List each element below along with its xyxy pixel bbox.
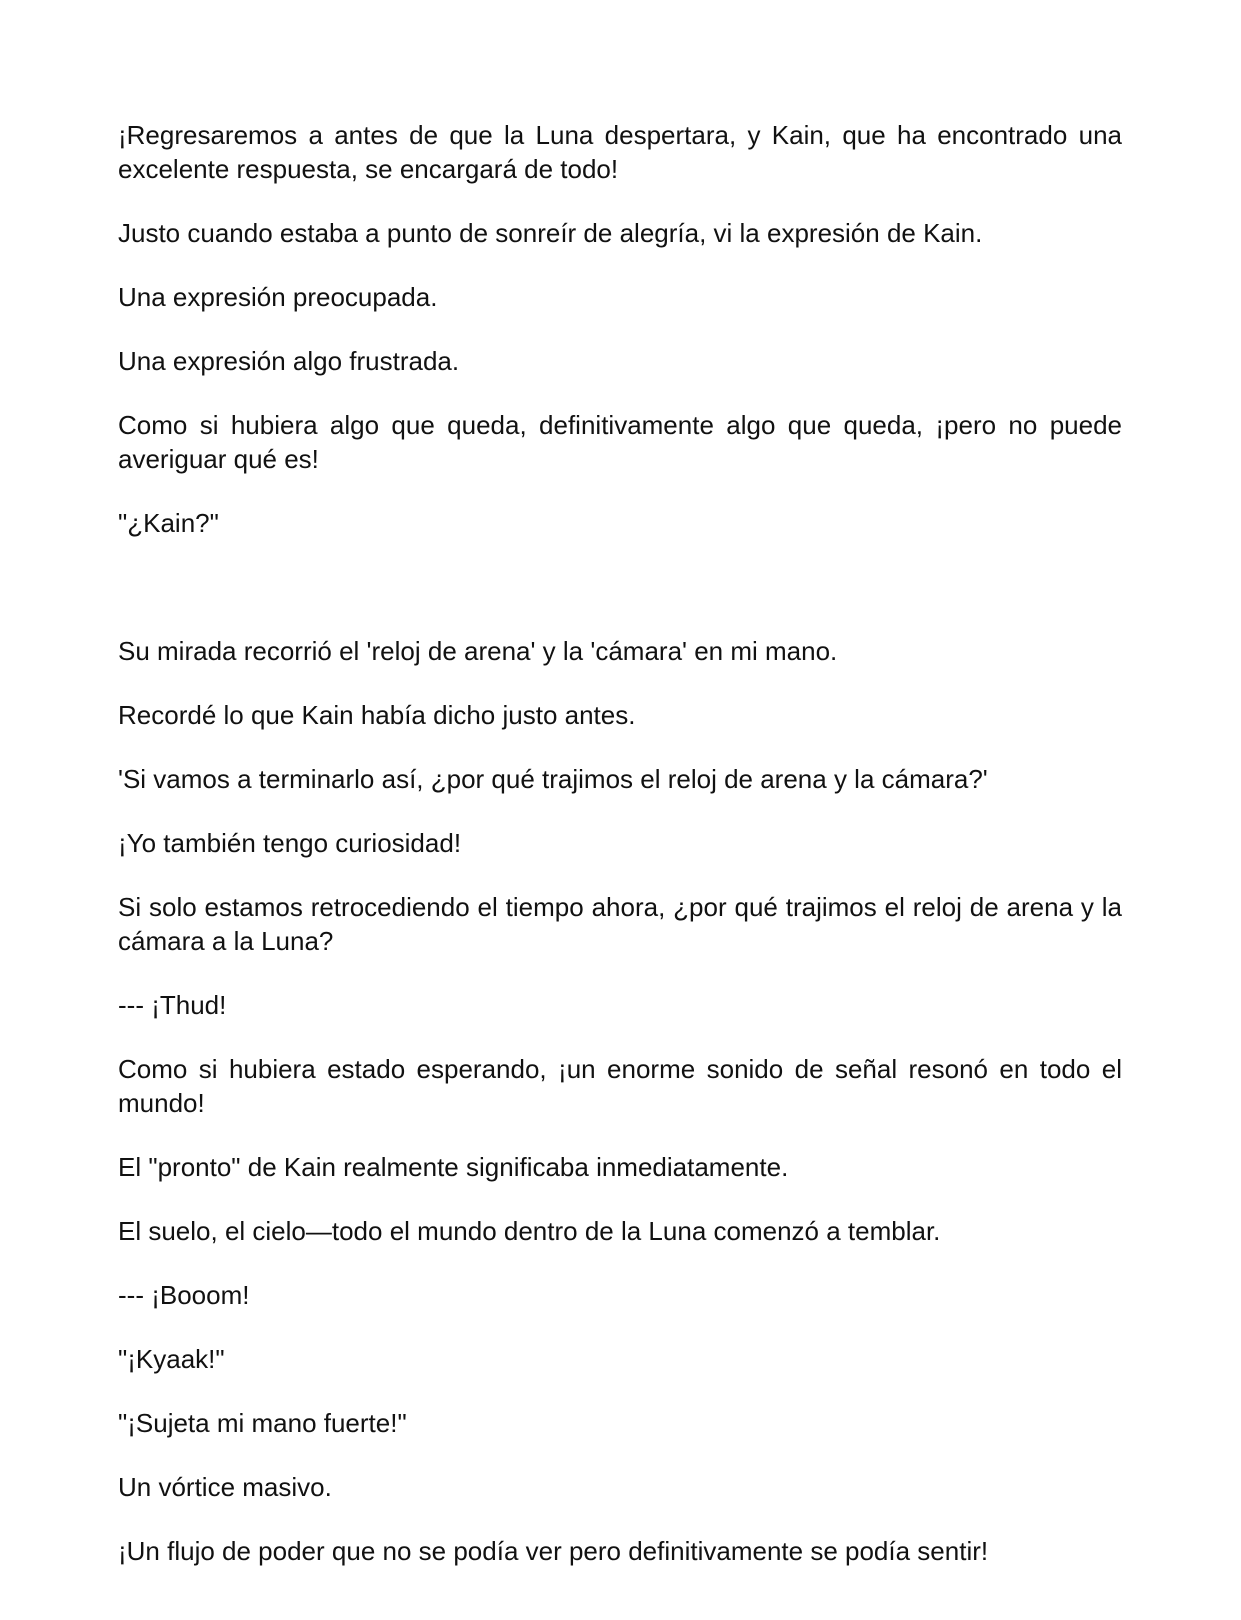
paragraph: Una expresión preocupada. — [118, 282, 438, 312]
paragraph: ¡Regresaremos a antes de que la Luna despertara, y Kain, que ha encontrado una excelente respuesta, se encargará de todo! — [118, 120, 1122, 184]
dialogue-line: "¿Kain?" — [118, 508, 219, 538]
paragraph: Recordé lo que Kain había dicho justo antes. — [118, 700, 636, 730]
dialogue-line: "¡Kyaak!" — [118, 1344, 225, 1374]
sound-effect-line: --- ¡Booom! — [118, 1280, 250, 1310]
paragraph: Justo cuando estaba a punto de sonreír de alegría, vi la expresión de Kain. — [118, 218, 983, 248]
paragraph: Un vórtice masivo. — [118, 1472, 332, 1502]
paragraph: Si solo estamos retrocediendo el tiempo ahora, ¿por qué trajimos el reloj de arena y la cámara a la Luna? — [118, 892, 1122, 956]
paragraph: Como si hubiera estado esperando, ¡un enorme sonido de señal resonó en todo el mundo! — [118, 1054, 1122, 1118]
paragraph: El suelo, el cielo—todo el mundo dentro de la Luna comenzó a temblar. — [118, 1216, 941, 1246]
paragraph: Una expresión algo frustrada. — [118, 346, 460, 376]
paragraph: Su mirada recorrió el 'reloj de arena' y la 'cámara' en mi mano. — [118, 636, 838, 666]
text-column — [118, 118, 1122, 1598]
paragraph: 'Si vamos a terminarlo así, ¿por qué trajimos el reloj de arena y la cámara?' — [118, 764, 988, 794]
paragraph: ¡Un flujo de poder que no se podía ver pero definitivamente se podía sentir! — [118, 1536, 989, 1566]
paragraph: Como si hubiera algo que queda, definitivamente algo que queda, ¡pero no puede averiguar qué es! — [118, 410, 1122, 474]
dialogue-line: "¡Sujeta mi mano fuerte!" — [118, 1408, 407, 1438]
sound-effect-line: --- ¡Thud! — [118, 990, 227, 1020]
paragraph: ¡Yo también tengo curiosidad! — [118, 828, 462, 858]
blank-space — [118, 570, 1122, 634]
paragraph: El "pronto" de Kain realmente significaba inmediatamente. — [118, 1152, 789, 1182]
